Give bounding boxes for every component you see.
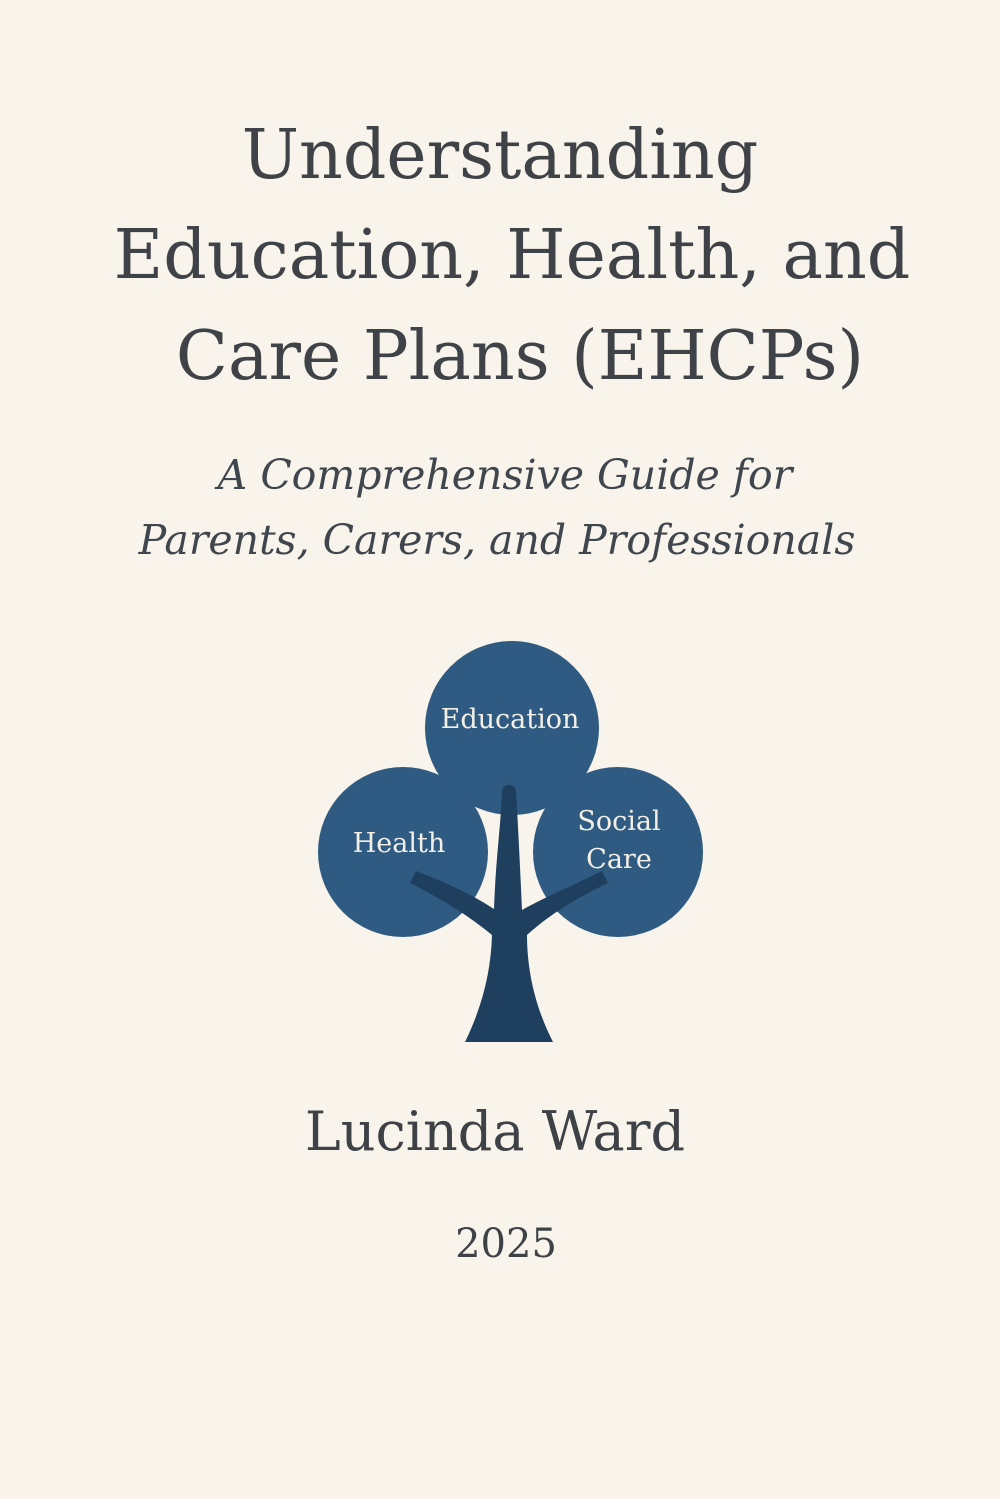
education-label: Education: [440, 704, 580, 735]
title-line-3: Care Plans (EHCPs): [175, 317, 865, 396]
social-care-label-line-1: Social: [577, 806, 661, 837]
author-name: Lucinda Ward: [304, 1100, 686, 1163]
publication-year: 2025: [455, 1221, 557, 1267]
health-label: Health: [352, 828, 446, 859]
tree-emblem: [300, 635, 720, 1055]
title-line-1: Understanding: [241, 116, 759, 195]
subtitle-line-1: A Comprehensive Guide for: [217, 451, 793, 499]
title-line-2: Education, Health, and: [113, 216, 911, 295]
subtitle-line-2: Parents, Carers, and Professionals: [138, 516, 856, 564]
social-care-label-line-2: Care: [586, 844, 652, 875]
